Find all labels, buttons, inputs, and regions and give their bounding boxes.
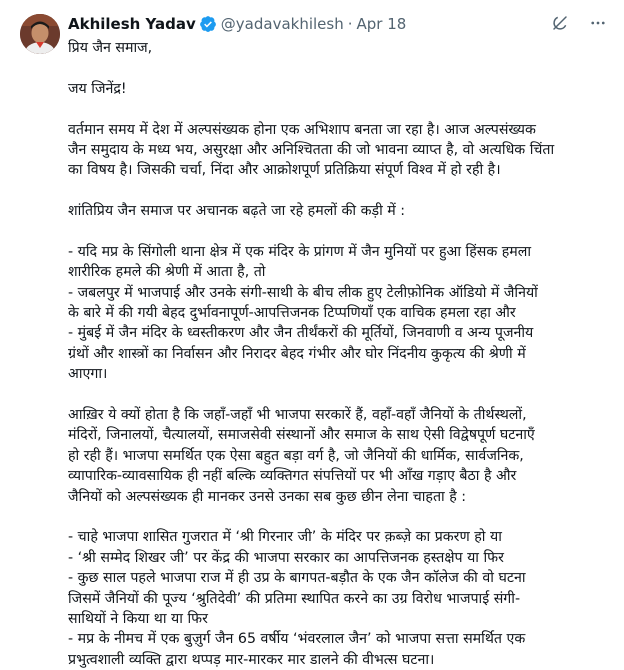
salutation: जय जिनेंद्र! bbox=[68, 80, 127, 97]
paragraph-line: जैनियों को अल्पसंख्यक ही मानकर उनसे उनका सब कुछ छीन लेना चाहता है : bbox=[68, 488, 467, 505]
paragraph-gap bbox=[68, 507, 613, 527]
more-icon[interactable] bbox=[588, 13, 608, 33]
paragraph-line: वर्तमान समय में देश में अल्पसंख्यक होना एक अभिशाप बनता जा रहा है। आज अल्पसंख्यक bbox=[68, 121, 536, 138]
paragraph-line: हो रही हैं। भाजपा समर्थित एक ऐसा बहुत बड़ा वर्ग है, जो जैनियों की धार्मिक, सार्वजनिक, bbox=[68, 447, 524, 464]
paragraph-gap bbox=[68, 58, 613, 78]
tweet-header bbox=[68, 13, 608, 35]
paragraph-gap bbox=[68, 181, 613, 201]
header-separator: · bbox=[347, 15, 353, 33]
author-name[interactable]: Akhilesh Yadav bbox=[68, 15, 196, 33]
list-line: - मुंबई में जैन मंदिर के ध्वस्तीकरण और जैन तीर्थंकरों की मूर्तियों, जिनवाणी व अन्य पूजनीय bbox=[68, 325, 534, 342]
paragraph-line: आख़िर ये क्यों होता है कि जहाँ-जहाँ भी भाजपा सरकारें हैं, वहाँ-वहाँ जैनियों के तीर्थस्थलों, bbox=[68, 407, 527, 424]
list-line: ग्रंथों और शास्त्रों का निर्वासन और निरादर बेहद गंभीर और घोर निंदनीय कुकृत्य की श्रेणी में bbox=[68, 345, 526, 362]
list-line: प्रभुत्वशाली व्यक्ति द्वारा थप्पड़ मार-मारकर मार डालने की वीभत्स घटना। bbox=[68, 651, 435, 668]
list-line: - यदि मप्र के सिंगोली थाना क्षेत्र में एक मंदिर के प्रांगण में जैन मुनियों पर हुआ हिंसक हमला bbox=[68, 243, 532, 260]
avatar-image bbox=[20, 14, 60, 54]
paragraph-line: शांतिप्रिय जैन समाज पर अचानक बढ़ते जा रहे हमलों की कड़ी में : bbox=[68, 203, 406, 220]
list-line: साथियों ने किया था या फिर bbox=[68, 610, 208, 627]
paragraph-gap bbox=[68, 99, 613, 119]
paragraph-line: मंदिरों, जिनालयों, चैत्यालयों, समाजसेवी संस्थानों और समाज के साथ ऐसी विद्वेषपूर्ण घटनाएँ bbox=[68, 427, 535, 444]
verified-badge-icon bbox=[199, 15, 217, 33]
list-line: शारीरिक हमले की श्रेणी में आता है, तो bbox=[68, 264, 266, 281]
list-line: आएगा। bbox=[68, 366, 108, 383]
paragraph-line: जैन समुदाय के मध्य भय, असुरक्षा और अनिश्चितता की जो भावना व्याप्त है, वो अत्यधिक चिंता bbox=[68, 141, 555, 158]
list-line: जिसमें जैनियों की पूज्य ‘श्रुतिदेवी’ की प्रतिमा स्थापित करने का उग्र विरोध भाजपाई संगी- bbox=[68, 590, 521, 607]
tweet-text bbox=[68, 38, 613, 670]
avatar[interactable] bbox=[20, 14, 60, 54]
paragraph-gap bbox=[68, 222, 613, 242]
author-handle[interactable]: @yadavakhilesh bbox=[220, 15, 344, 33]
list-line: के बारे में की गयी बेहद दुर्भावनापूर्ण-आपत्तिजनक टिप्पणियाँ एक वाचिक हमला रहा और bbox=[68, 305, 516, 322]
list-line: - मप्र के नीमच में एक बुज़ुर्ग जैन 65 वर्षीय ‘भंवरलाल जैन’ को भाजपा सत्ता समर्थित एक bbox=[68, 631, 526, 648]
paragraph-gap bbox=[68, 385, 613, 405]
tweet-actions bbox=[550, 13, 608, 33]
paragraph-line: व्यापारिक-व्यावसायिक ही नहीं बल्कि व्यक्तिगत संपत्तियों पर भी आँख गड़ाए बैठा है और bbox=[68, 468, 517, 485]
list-line: - कुछ साल पहले भाजपा राज में ही उप्र के बागपत-बड़ौत के एक जैन कॉलेज की वो घटना bbox=[68, 570, 526, 587]
list-line: - ‘श्री सम्मेद शिखर जी’ पर केंद्र की भाजपा सरकार का आपत्तिजनक हस्तक्षेप या फिर bbox=[68, 549, 504, 566]
greeting: प्रिय जैन समाज, bbox=[68, 40, 153, 56]
paragraph-line: का विषय है। जिसकी चर्चा, निंदा और आक्रोशपूर्ण प्रतिक्रिया संपूर्ण विश्व में हो रही है। bbox=[68, 162, 501, 179]
list-line: - चाहे भाजपा शासित गुजरात में ‘श्री गिरनार जी’ के मंदिर पर क़ब्ज़े का प्रकरण हो या bbox=[68, 529, 502, 546]
grok-icon[interactable] bbox=[550, 13, 570, 33]
list-line: - जबलपुर में भाजपाई और उनके संगी-साथी के बीच लीक हुए टेलीफ़ोनिक ऑडियो में जैनियों bbox=[68, 284, 538, 301]
tweet-date[interactable]: Apr 18 bbox=[356, 15, 407, 33]
